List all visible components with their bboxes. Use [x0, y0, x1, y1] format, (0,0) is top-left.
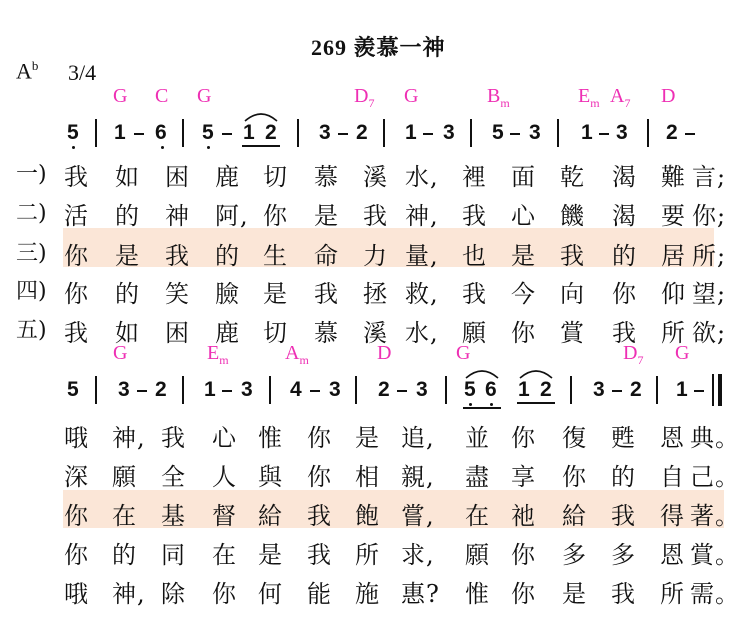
lyric-char: 人	[212, 463, 237, 491]
note: 5	[492, 121, 504, 144]
lyric-char: 在	[112, 502, 137, 530]
dash	[137, 390, 147, 392]
note: 2	[378, 378, 390, 401]
lyric-char: 慕	[314, 163, 339, 191]
lyric-char: 所;	[692, 242, 727, 270]
dash	[338, 133, 348, 135]
lyric-char: 的	[611, 463, 636, 491]
dash	[222, 133, 232, 135]
lyric-char: 望;	[692, 280, 727, 308]
verse-number: 一)	[16, 162, 47, 187]
lyric-char: 面	[511, 163, 536, 191]
lyric-char: 要	[661, 202, 686, 230]
bar-line	[95, 376, 97, 404]
lyric-char: 切	[263, 163, 288, 191]
hymn-title: 269 羨慕一神	[311, 35, 446, 60]
lyric-char: 我	[462, 202, 487, 230]
chord: $A_7$	[610, 85, 631, 110]
lyric-char: 溪	[363, 163, 388, 191]
note: 5	[202, 121, 214, 144]
bar-line	[269, 376, 271, 404]
verse-number: 三)	[16, 241, 47, 266]
dash	[310, 390, 320, 392]
verse-number: 五)	[16, 318, 47, 343]
key-signature	[16, 58, 38, 84]
lyric-char: 如	[115, 163, 140, 191]
verse-number: 二)	[16, 201, 47, 226]
chord: G	[197, 85, 212, 107]
final-bar-thick	[718, 374, 722, 406]
lyric-char: 我	[165, 242, 190, 270]
lyric-char: 願	[462, 319, 487, 347]
lyric-char: 需。	[690, 580, 740, 608]
lyric-char: 的	[215, 242, 240, 270]
chord: D	[377, 342, 392, 364]
lyric-char: 我	[462, 280, 487, 308]
note: 1	[204, 378, 216, 401]
lyric-char: 願	[112, 463, 137, 491]
note: 1	[676, 378, 688, 401]
lyric-char: 你	[511, 580, 536, 608]
lyric-char: 所	[661, 319, 686, 347]
lyric-char: 心	[212, 424, 237, 452]
chord: $B_m$	[487, 85, 510, 110]
lyric-char: 我	[363, 202, 388, 230]
chord: $E_m$	[578, 85, 600, 110]
note: 6	[155, 121, 167, 144]
lyric-char: 我	[307, 541, 332, 569]
lyric-char: 向	[560, 280, 585, 308]
lyric-char: 我	[612, 319, 637, 347]
lyric-char: 飽	[355, 502, 380, 530]
lyric-char: 我	[611, 580, 636, 608]
lyric-char: 臉	[215, 280, 240, 308]
lyric-char: 多	[611, 541, 636, 569]
lyric-char: 是	[115, 242, 140, 270]
lyric-char: 給	[562, 502, 587, 530]
lyric-char: 求,	[401, 541, 435, 569]
lyric-char: 阿,	[215, 202, 249, 230]
lyric-char: 你	[263, 202, 288, 230]
eighth-underline	[517, 402, 555, 404]
bar-line	[182, 119, 184, 147]
lyric-char: 乾	[560, 163, 585, 191]
chord: G	[404, 85, 419, 107]
lyric-char: 我	[611, 502, 636, 530]
eighth-underline	[242, 145, 280, 147]
lyric-char: 全	[161, 463, 186, 491]
lyric-char: 典。	[690, 424, 740, 452]
lyric-char: 鹿	[215, 319, 240, 347]
lyric-char: 的	[112, 541, 137, 569]
lyric-char: 督	[212, 502, 237, 530]
lyric-char: 也	[462, 242, 487, 270]
lyric-char: 惟	[258, 424, 283, 452]
lyric-char: 欲;	[692, 319, 727, 347]
final-bar-thin	[712, 374, 714, 406]
lyric-char: 在	[212, 541, 237, 569]
lyric-char: 心	[511, 202, 536, 230]
lyric-char: 復	[562, 424, 587, 452]
dash	[222, 390, 232, 392]
note: 2	[630, 378, 642, 401]
lyric-char: 你	[64, 541, 89, 569]
bar-line	[355, 376, 357, 404]
slur-icon	[518, 367, 554, 379]
chord: G	[456, 342, 471, 364]
lyric-char: 己。	[690, 463, 740, 491]
note: 3	[118, 378, 130, 401]
bar-line	[297, 119, 299, 147]
lyric-char: 你	[212, 580, 237, 608]
dash	[685, 133, 695, 135]
key-flat: b	[31, 58, 39, 73]
note: 5	[464, 378, 476, 401]
dash	[599, 133, 609, 135]
lyric-char: 祂	[511, 502, 536, 530]
bar-line	[557, 119, 559, 147]
lyric-char: 你	[64, 280, 89, 308]
chord: $E_m$	[207, 342, 229, 367]
dash	[423, 133, 433, 135]
chord: G	[113, 342, 128, 364]
lyric-char: 自	[660, 463, 685, 491]
note: 5	[67, 121, 79, 144]
lyric-char: 惟	[465, 580, 490, 608]
note: 1	[581, 121, 593, 144]
lyric-char: 神	[165, 202, 190, 230]
lyric-char: 神,	[112, 580, 146, 608]
note: 1	[243, 121, 255, 144]
lyric-char: 你	[511, 541, 536, 569]
eighth-underline	[463, 407, 501, 409]
lyric-char: 哦	[64, 424, 89, 452]
lyric-char: 裡	[462, 163, 487, 191]
note: 5	[67, 378, 79, 401]
bar-line	[445, 376, 447, 404]
dash	[134, 133, 144, 135]
lyric-char: 恩	[660, 541, 685, 569]
dash	[612, 390, 622, 392]
lyric-char: 基	[161, 502, 186, 530]
lyric-char: 的	[115, 280, 140, 308]
lyric-char: 深	[64, 463, 89, 491]
lyric-char: 今	[511, 280, 536, 308]
lyric-char: 願	[465, 541, 490, 569]
lyric-char: 生	[263, 242, 288, 270]
note: 3	[616, 121, 628, 144]
lyric-char: 你	[64, 502, 89, 530]
lyric-char: 居	[661, 242, 686, 270]
lyric-char: 饑	[560, 202, 585, 230]
lyric-char: 所	[660, 580, 685, 608]
lyric-char: 困	[165, 163, 190, 191]
lyric-char: 水,	[405, 163, 439, 191]
note: 2	[540, 378, 552, 401]
bar-line	[182, 376, 184, 404]
lyric-char: 言;	[692, 163, 727, 191]
lyric-char: 命	[314, 242, 339, 270]
lyric-char: 賞。	[690, 541, 740, 569]
lyric-char: 水,	[405, 319, 439, 347]
lyric-char: 追,	[401, 424, 435, 452]
lyric-char: 的	[612, 242, 637, 270]
note: 6	[485, 378, 497, 401]
lyric-char: 你	[511, 319, 536, 347]
lyric-char: 你;	[692, 202, 727, 230]
lyric-char: 切	[263, 319, 288, 347]
lyric-char: 是	[562, 580, 587, 608]
lyric-char: 能	[307, 580, 332, 608]
chord: $D_7$	[623, 342, 644, 367]
bar-line	[656, 376, 658, 404]
note: 2	[666, 121, 678, 144]
lyric-char: 的	[115, 202, 140, 230]
lyric-char: 與	[258, 463, 283, 491]
chord: G	[675, 342, 690, 364]
note: 2	[265, 121, 277, 144]
lyric-char: 你	[307, 463, 332, 491]
lyric-char: 難	[661, 163, 686, 191]
lyric-char: 親,	[401, 463, 435, 491]
dash	[694, 390, 704, 392]
lyric-char: 是	[355, 424, 380, 452]
bar-line	[570, 376, 572, 404]
note: 1	[405, 121, 417, 144]
lyric-char: 所	[355, 541, 380, 569]
lyric-char: 溪	[363, 319, 388, 347]
low-octave-dot	[207, 146, 210, 149]
note: 2	[155, 378, 167, 401]
lyric-char: 渴	[612, 163, 637, 191]
lyric-char: 何	[258, 580, 283, 608]
lyric-char: 我	[64, 319, 89, 347]
lyric-char: 多	[562, 541, 587, 569]
lyric-char: 你	[511, 424, 536, 452]
bar-line	[383, 119, 385, 147]
lyric-char: 我	[307, 502, 332, 530]
bar-line	[470, 119, 472, 147]
lyric-char: 給	[258, 502, 283, 530]
lyric-char: 神,	[112, 424, 146, 452]
lyric-char: 拯	[363, 280, 388, 308]
note: 3	[529, 121, 541, 144]
note: 3	[329, 378, 341, 401]
note: 3	[416, 378, 428, 401]
lyric-char: 神,	[405, 202, 439, 230]
lyric-char: 量,	[405, 242, 439, 270]
bar-line	[647, 119, 649, 147]
lyric-char: 我	[161, 424, 186, 452]
note: 1	[518, 378, 530, 401]
lyric-char: 除	[161, 580, 186, 608]
verse-number: 四)	[16, 279, 47, 304]
lyric-char: 是	[314, 202, 339, 230]
lyric-char: 哦	[64, 580, 89, 608]
lyric-char: 嘗,	[401, 502, 435, 530]
chord: D	[661, 85, 676, 107]
lyric-char: 我	[314, 280, 339, 308]
chord: G	[113, 85, 128, 107]
lyric-char: 力	[363, 242, 388, 270]
lyric-char: 賞	[560, 319, 585, 347]
lyric-char: 得	[660, 502, 685, 530]
lyric-char: 如	[115, 319, 140, 347]
lyric-char: 著。	[690, 502, 740, 530]
lyric-char: 慕	[314, 319, 339, 347]
lyric-char: 你	[612, 280, 637, 308]
lyric-char: 惠?	[401, 580, 440, 608]
lyric-char: 並	[465, 424, 490, 452]
dash	[397, 390, 407, 392]
slur-icon	[464, 367, 500, 379]
lyric-char: 是	[263, 280, 288, 308]
note: 2	[356, 121, 368, 144]
lyric-char: 笑	[165, 280, 190, 308]
chord: $A_m$	[285, 342, 309, 367]
note: 4	[290, 378, 302, 401]
low-octave-dot	[161, 146, 164, 149]
low-octave-dot	[490, 403, 493, 406]
lyric-char: 我	[560, 242, 585, 270]
lyric-char: 你	[562, 463, 587, 491]
note: 3	[443, 121, 455, 144]
low-octave-dot	[72, 146, 75, 149]
bar-line	[95, 119, 97, 147]
lyric-char: 救,	[405, 280, 439, 308]
lyric-char: 活	[64, 202, 89, 230]
lyric-char: 仰	[661, 280, 686, 308]
lyric-char: 同	[161, 541, 186, 569]
lyric-char: 恩	[660, 424, 685, 452]
low-octave-dot	[469, 403, 472, 406]
lyric-char: 你	[307, 424, 332, 452]
lyric-char: 鹿	[215, 163, 240, 191]
note: 3	[593, 378, 605, 401]
note: 3	[319, 121, 331, 144]
lyric-char: 渴	[612, 202, 637, 230]
chord: $D_7$	[354, 85, 375, 110]
lyric-char: 施	[355, 580, 380, 608]
chord: C	[155, 85, 169, 107]
lyric-char: 盡	[465, 463, 490, 491]
lyric-char: 我	[64, 163, 89, 191]
slur-icon	[243, 110, 279, 122]
lyric-char: 甦	[611, 424, 636, 452]
key-letter: A	[16, 58, 32, 84]
lyric-char: 相	[355, 463, 380, 491]
time-signature: 3/4	[68, 60, 97, 85]
lyric-char: 在	[465, 502, 490, 530]
lyric-char: 你	[64, 242, 89, 270]
note: 1	[114, 121, 126, 144]
lyric-char: 是	[258, 541, 283, 569]
lyric-char: 是	[511, 242, 536, 270]
note: 3	[241, 378, 253, 401]
lyric-char: 困	[165, 319, 190, 347]
dash	[510, 133, 520, 135]
lyric-char: 享	[511, 463, 536, 491]
